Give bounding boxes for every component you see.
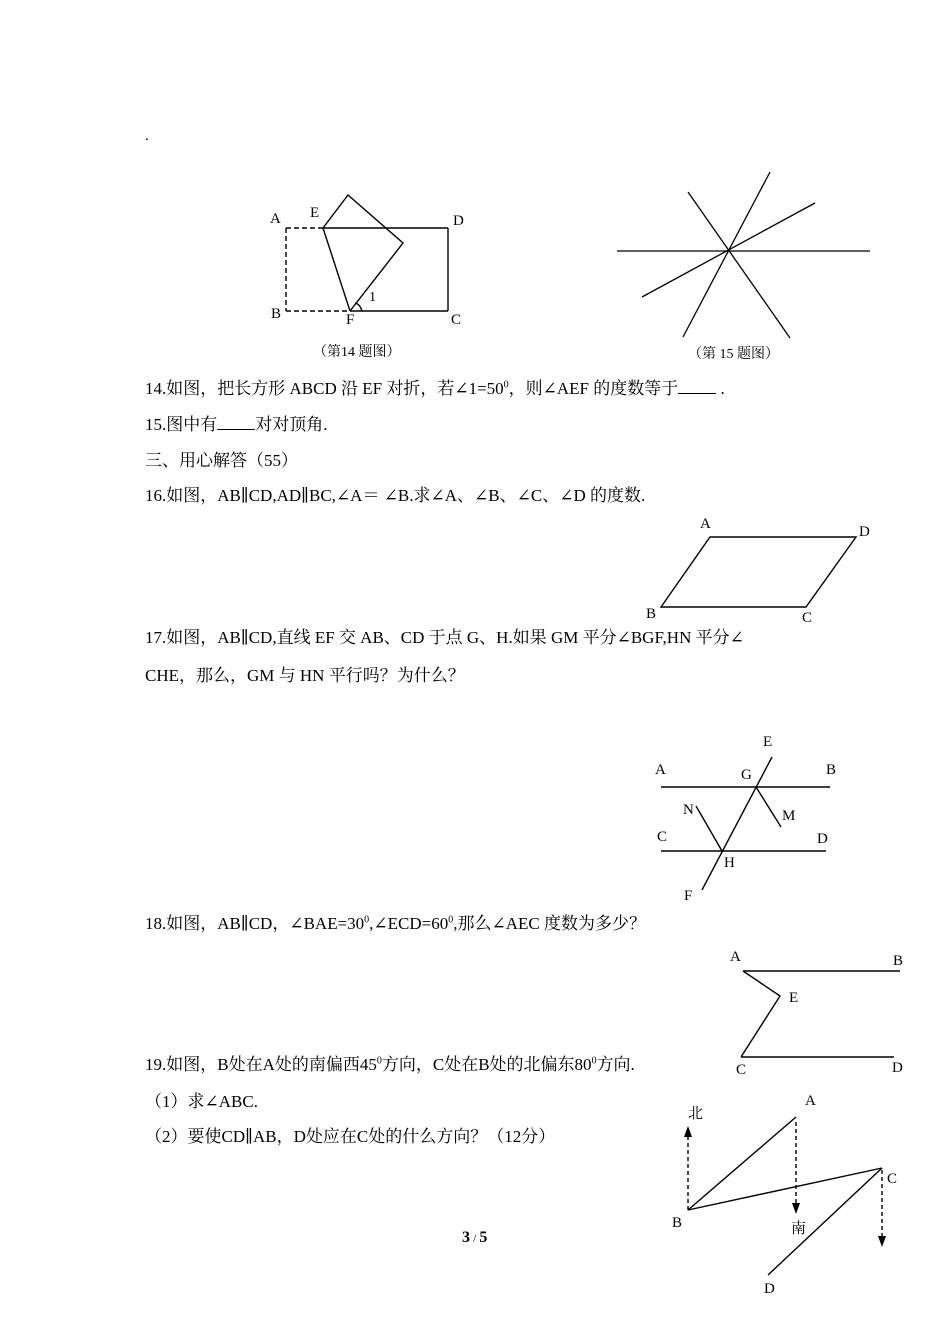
fig14-folded-flap bbox=[323, 195, 403, 311]
figure-18 bbox=[741, 971, 900, 1057]
fig14-label-e: E bbox=[310, 205, 320, 221]
fig16-label-d: D bbox=[859, 524, 870, 540]
figure-19 bbox=[684, 1117, 886, 1275]
figure-15 bbox=[617, 172, 870, 338]
fig19-c-arrow bbox=[878, 1236, 886, 1247]
question-18: 18.如图，AB∥CD，$\angle BAE=30^0,\angle ECD=60^0$,那么∠AEC 度数为多少？ bbox=[145, 914, 647, 933]
question-17-line2: CHE，那么，GM 与 HN 平行吗？为什么？ bbox=[145, 666, 465, 685]
fig14-label-angle1: 1 bbox=[369, 290, 376, 305]
fig17-label-b: B bbox=[826, 762, 837, 778]
fig14-fold-ef bbox=[323, 228, 350, 311]
fig19-label-a: A bbox=[805, 1093, 816, 1109]
fig17-label-d: D bbox=[817, 831, 828, 847]
fig18-label-b: B bbox=[893, 953, 904, 969]
fig14-label-b: B bbox=[271, 306, 282, 322]
fig19-line-bc bbox=[688, 1168, 882, 1210]
fig17-label-a: A bbox=[655, 762, 666, 778]
question-17-line1: 17.如图，AB∥CD,直线 EF 交 AB、CD 于点 G、H.如果 GM 平分∠BGF,HN 平分∠ bbox=[145, 628, 744, 647]
question-16: 16.如图，AB∥CD,AD∥BC,∠A＝ ∠B.求∠A、∠B、∠C、∠D 的度数. bbox=[145, 486, 646, 505]
fig19-label-d: D bbox=[764, 1281, 775, 1297]
question-19-part2: （2）要使CD∥AB，D处应在C处的什么方向？（12分） bbox=[145, 1127, 556, 1146]
fig19-line-ab bbox=[688, 1117, 796, 1210]
fig17-label-n: N bbox=[683, 802, 694, 818]
fig17-ray-gm bbox=[756, 787, 781, 827]
fig17-label-e: E bbox=[763, 734, 773, 750]
figure-16-parallelogram bbox=[661, 537, 856, 607]
question-14: 14.如图，把长方形 ABCD 沿 EF 对折，若$\angle 1=50^0$，则∠AEF 的度数等于 . bbox=[145, 379, 725, 398]
fig19-south-arrow bbox=[792, 1203, 800, 1214]
q15-answer-blank bbox=[217, 415, 255, 430]
fig18-path-aec bbox=[741, 971, 780, 1057]
fig19-label-b: B bbox=[672, 1215, 683, 1231]
fig17-label-m: M bbox=[782, 808, 796, 824]
fig17-ray-hn bbox=[696, 806, 722, 851]
fig18-label-c: C bbox=[736, 1062, 747, 1078]
fig17-label-f: F bbox=[684, 888, 693, 904]
header-dot: . bbox=[145, 128, 149, 144]
fig16-label-c: C bbox=[802, 610, 813, 626]
fig15-line-2 bbox=[688, 192, 790, 338]
question-19-part1: （1）求∠ABC. bbox=[145, 1092, 258, 1111]
fig17-label-c: C bbox=[657, 829, 668, 845]
fig19-north-arrow bbox=[684, 1126, 692, 1137]
fig14-label-a: A bbox=[270, 211, 281, 227]
fig14-label-c: C bbox=[451, 312, 462, 328]
question-19: 19.如图，B处在A处的南偏西$45^0$方向，C处在B处的北偏东$80^0$方向. bbox=[145, 1055, 635, 1074]
fig18-label-a: A bbox=[730, 949, 741, 965]
fig19-label-north: 北 bbox=[688, 1106, 704, 1122]
fig19-label-south: 南 bbox=[791, 1221, 807, 1237]
q14-answer-blank bbox=[678, 379, 716, 394]
fig17-label-g: G bbox=[741, 767, 752, 783]
fig19-line-cd bbox=[768, 1168, 882, 1275]
section-3-heading: 三、用心解答（55） bbox=[145, 451, 298, 470]
fig14-caption: （第14 题图） bbox=[313, 345, 401, 360]
fig14-label-f: F bbox=[346, 312, 355, 328]
fig14-label-d: D bbox=[453, 213, 464, 229]
question-15: 15.图中有 对对顶角. bbox=[145, 415, 328, 434]
fig17-label-h: H bbox=[724, 855, 735, 871]
fig15-line-3 bbox=[683, 172, 770, 337]
fig19-label-c: C bbox=[887, 1171, 898, 1187]
fig15-line-4 bbox=[642, 203, 815, 297]
fig16-label-b: B bbox=[646, 606, 657, 622]
fig17-line-ef bbox=[702, 757, 772, 890]
fig15-caption: （第 15 题图） bbox=[688, 347, 779, 362]
fig18-label-d: D bbox=[892, 1060, 903, 1076]
fig16-label-a: A bbox=[700, 516, 711, 532]
page-number: 3 / 5 bbox=[462, 1229, 488, 1246]
fig18-label-e: E bbox=[789, 990, 799, 1006]
